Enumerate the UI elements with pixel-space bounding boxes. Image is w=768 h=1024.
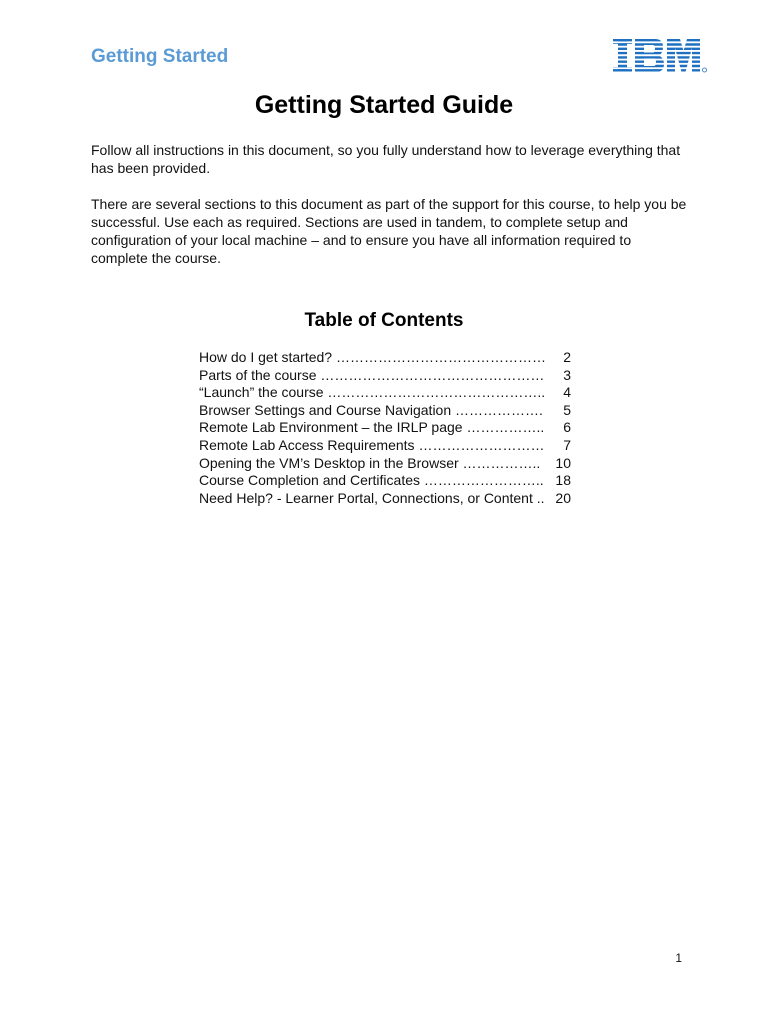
page-number: 1 (675, 951, 682, 965)
toc-entry[interactable] (199, 367, 571, 385)
toc-entry[interactable] (199, 402, 571, 420)
toc-entry-page: 4 (563, 384, 571, 401)
toc-entry-label: Need Help? - Learner Portal, Connections, or Content .. (199, 489, 545, 506)
toc-entry[interactable] (199, 419, 571, 437)
document-title: Getting Started Guide (254, 91, 514, 119)
sections-paragraph: There are several sections to this document as part of the support for this course, to help you be successful. Use each as required. Sections are used in tandem, to complete setup and configuration of your local machine – and to ensure you have all information required to complete the course. (91, 196, 687, 266)
toc-entry-page: 2 (563, 349, 571, 365)
toc-entry-page: 20 (555, 489, 571, 506)
toc-entry-page: 18 (555, 472, 571, 489)
ibm-logo (613, 39, 708, 77)
toc-entry[interactable] (199, 349, 571, 367)
toc-entry[interactable] (199, 472, 571, 490)
toc-entry-label: Opening the VM’s Desktop in the Browser …………….. (199, 454, 541, 471)
toc-entry[interactable] (199, 455, 571, 473)
toc-entry-page: 5 (563, 401, 571, 418)
toc-entry-label: Parts of the course ………………………………………… (199, 366, 545, 383)
toc-heading: Table of Contents (304, 310, 464, 331)
toc-entry-label: Remote Lab Access Requirements ……………………… (199, 436, 545, 453)
toc-entry[interactable] (199, 437, 571, 455)
toc-entry[interactable] (199, 490, 571, 508)
toc-entry[interactable] (199, 384, 571, 402)
table-of-contents (199, 349, 571, 507)
intro-paragraph: Follow all instructions in this document, so you fully understand how to leverage everything that has been provided. (91, 142, 681, 176)
toc-entry-label: Remote Lab Environment – the IRLP page …………….. (199, 419, 545, 436)
toc-entry-label: Browser Settings and Course Navigation ………………. (199, 401, 543, 418)
toc-entry-page: 10 (555, 454, 571, 471)
toc-entry-page: 6 (563, 419, 571, 436)
toc-entry-page: 3 (563, 366, 571, 383)
toc-entry-label: “Launch” the course ……………………………………….. (199, 384, 546, 401)
toc-entry-page: 7 (563, 436, 571, 453)
section-title: Getting Started (91, 46, 229, 67)
toc-entry-label: Course Completion and Certificates …………………….. (199, 472, 544, 489)
toc-entry-label: How do I get started? ……………………………………… (199, 349, 546, 365)
